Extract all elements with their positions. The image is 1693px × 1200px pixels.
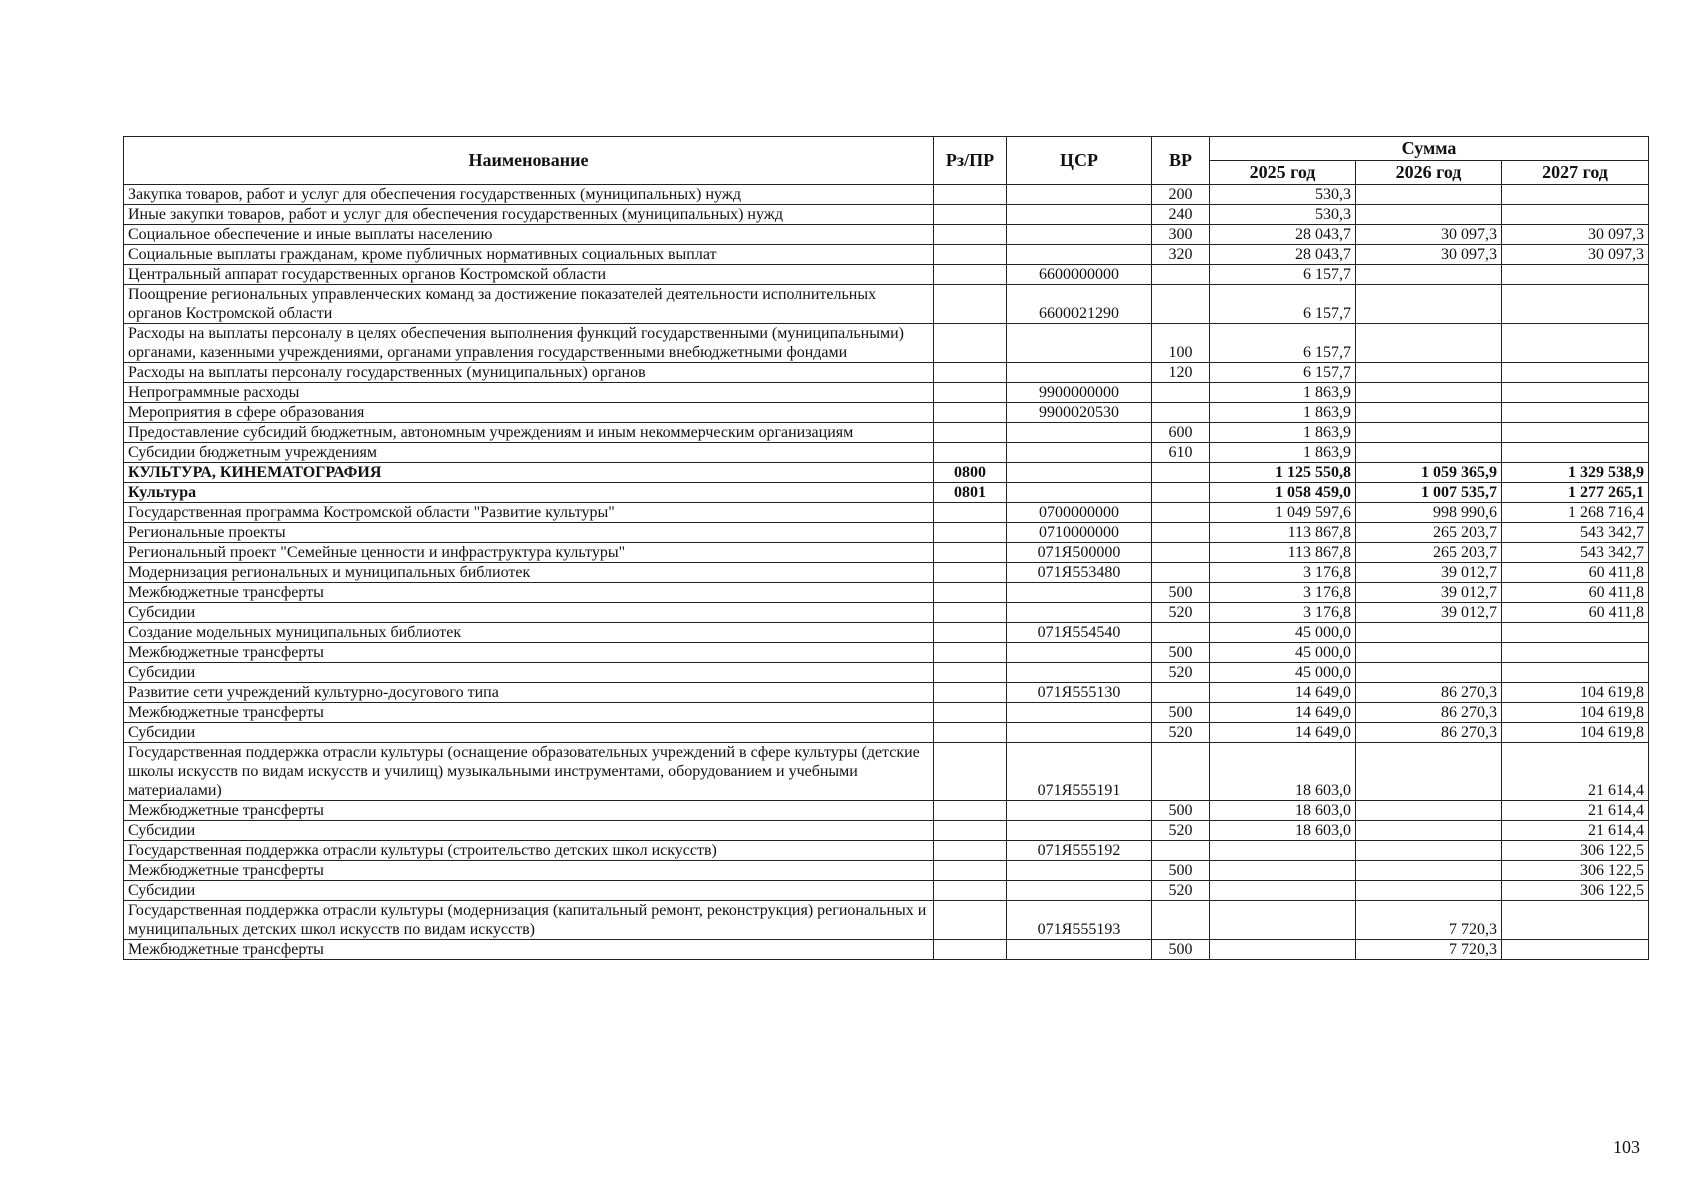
cell-name: Создание модельных муниципальных библиотек xyxy=(124,623,934,643)
header-year-2026: 2026 год xyxy=(1356,161,1502,185)
cell-csr xyxy=(1007,245,1152,265)
cell-rzpr xyxy=(934,623,1007,643)
cell-vr: 100 xyxy=(1152,324,1210,363)
cell-name: Государственная поддержка отрасли культуры (модернизация (капитальный ремонт, реконструкция) региональных и муниципальных детских школ искусств по видам искусств) xyxy=(124,901,934,940)
cell-rzpr xyxy=(934,901,1007,940)
cell-2025: 18 603,0 xyxy=(1210,801,1356,821)
table-body xyxy=(124,185,1649,960)
cell-2026 xyxy=(1356,205,1502,225)
cell-2025: 1 049 597,6 xyxy=(1210,503,1356,523)
cell-csr: 6600021290 xyxy=(1007,285,1152,324)
cell-name: Межбюджетные трансферты xyxy=(124,801,934,821)
cell-2025: 530,3 xyxy=(1210,185,1356,205)
cell-csr: 071Я554540 xyxy=(1007,623,1152,643)
cell-2026 xyxy=(1356,643,1502,663)
cell-vr: 320 xyxy=(1152,245,1210,265)
cell-name: Государственная поддержка отрасли культуры (строительство детских школ искусств) xyxy=(124,841,934,861)
cell-rzpr xyxy=(934,523,1007,543)
cell-rzpr xyxy=(934,285,1007,324)
cell-csr xyxy=(1007,324,1152,363)
cell-2025: 28 043,7 xyxy=(1210,245,1356,265)
cell-2027: 60 411,8 xyxy=(1502,603,1649,623)
cell-csr: 6600000000 xyxy=(1007,265,1152,285)
cell-csr xyxy=(1007,801,1152,821)
cell-2026 xyxy=(1356,324,1502,363)
cell-2026: 39 012,7 xyxy=(1356,563,1502,583)
cell-2026: 86 270,3 xyxy=(1356,683,1502,703)
cell-2025 xyxy=(1210,861,1356,881)
table-row xyxy=(124,185,1649,205)
cell-2025: 1 863,9 xyxy=(1210,443,1356,463)
table-row xyxy=(124,503,1649,523)
cell-2027 xyxy=(1502,623,1649,643)
cell-rzpr xyxy=(934,801,1007,821)
cell-csr xyxy=(1007,463,1152,483)
cell-name: Субсидии xyxy=(124,821,934,841)
cell-rzpr xyxy=(934,443,1007,463)
cell-vr: 500 xyxy=(1152,583,1210,603)
table-row xyxy=(124,324,1649,363)
cell-vr: 520 xyxy=(1152,821,1210,841)
table-row xyxy=(124,423,1649,443)
cell-vr: 600 xyxy=(1152,423,1210,443)
cell-2027: 104 619,8 xyxy=(1502,723,1649,743)
cell-name: Региональный проект "Семейные ценности и инфраструктура культуры" xyxy=(124,543,934,563)
cell-2026: 7 720,3 xyxy=(1356,940,1502,960)
cell-csr xyxy=(1007,703,1152,723)
cell-name: Развитие сети учреждений культурно-досугового типа xyxy=(124,683,934,703)
cell-2026 xyxy=(1356,623,1502,643)
cell-2025: 3 176,8 xyxy=(1210,603,1356,623)
cell-2027 xyxy=(1502,265,1649,285)
cell-csr xyxy=(1007,861,1152,881)
cell-csr xyxy=(1007,225,1152,245)
cell-2027 xyxy=(1502,403,1649,423)
cell-csr xyxy=(1007,643,1152,663)
cell-name: Непрограммные расходы xyxy=(124,383,934,403)
cell-2027: 1 268 716,4 xyxy=(1502,503,1649,523)
cell-vr: 500 xyxy=(1152,643,1210,663)
cell-vr: 500 xyxy=(1152,703,1210,723)
cell-vr: 240 xyxy=(1152,205,1210,225)
cell-name: Субсидии xyxy=(124,603,934,623)
cell-2026 xyxy=(1356,443,1502,463)
cell-2025 xyxy=(1210,881,1356,901)
cell-2026: 7 720,3 xyxy=(1356,901,1502,940)
cell-rzpr xyxy=(934,423,1007,443)
cell-vr: 520 xyxy=(1152,723,1210,743)
header-year-2025: 2025 год xyxy=(1210,161,1356,185)
cell-name: Межбюджетные трансферты xyxy=(124,703,934,723)
cell-2027 xyxy=(1502,663,1649,683)
cell-vr: 520 xyxy=(1152,881,1210,901)
table-row xyxy=(124,723,1649,743)
cell-2027: 60 411,8 xyxy=(1502,563,1649,583)
cell-csr xyxy=(1007,363,1152,383)
table-row xyxy=(124,363,1649,383)
cell-2025 xyxy=(1210,841,1356,861)
cell-2026 xyxy=(1356,285,1502,324)
cell-csr xyxy=(1007,603,1152,623)
header-rzpr: Рз/ПР xyxy=(934,137,1007,185)
table-row xyxy=(124,523,1649,543)
cell-vr xyxy=(1152,503,1210,523)
cell-name: Межбюджетные трансферты xyxy=(124,583,934,603)
cell-csr xyxy=(1007,881,1152,901)
cell-vr: 120 xyxy=(1152,363,1210,383)
cell-2027: 30 097,3 xyxy=(1502,225,1649,245)
cell-2027: 306 122,5 xyxy=(1502,841,1649,861)
cell-2027 xyxy=(1502,423,1649,443)
cell-2026: 86 270,3 xyxy=(1356,723,1502,743)
cell-rzpr xyxy=(934,663,1007,683)
cell-vr: 200 xyxy=(1152,185,1210,205)
table-row xyxy=(124,881,1649,901)
cell-2026 xyxy=(1356,841,1502,861)
cell-2026: 39 012,7 xyxy=(1356,603,1502,623)
cell-name: Государственная поддержка отрасли культуры (оснащение образовательных учреждений в сфере культуры (детские школы искусств по видам искусств и училищ) музыкальными инструментами, оборудованием и учебными материалами) xyxy=(124,743,934,801)
table-row xyxy=(124,861,1649,881)
cell-2025: 1 863,9 xyxy=(1210,383,1356,403)
cell-rzpr xyxy=(934,723,1007,743)
cell-csr xyxy=(1007,663,1152,683)
cell-2026: 1 007 535,7 xyxy=(1356,483,1502,503)
cell-rzpr xyxy=(934,881,1007,901)
cell-vr: 520 xyxy=(1152,603,1210,623)
cell-2027: 21 614,4 xyxy=(1502,801,1649,821)
cell-name: Расходы на выплаты персоналу в целях обеспечения выполнения функций государственными (муниципальными) органами, казенными учреждениями, органами управления государственными внебюджетными фондами xyxy=(124,324,934,363)
cell-csr: 071Я555191 xyxy=(1007,743,1152,801)
cell-2025 xyxy=(1210,901,1356,940)
cell-csr: 9900000000 xyxy=(1007,383,1152,403)
table-row xyxy=(124,225,1649,245)
cell-vr xyxy=(1152,623,1210,643)
cell-name: Субсидии бюджетным учреждениям xyxy=(124,443,934,463)
cell-rzpr xyxy=(934,363,1007,383)
cell-rzpr xyxy=(934,841,1007,861)
header-year-2027: 2027 год xyxy=(1502,161,1649,185)
cell-name: Межбюджетные трансферты xyxy=(124,643,934,663)
table-row xyxy=(124,265,1649,285)
cell-vr xyxy=(1152,285,1210,324)
cell-name: КУЛЬТУРА, КИНЕМАТОГРАФИЯ xyxy=(124,463,934,483)
cell-vr: 300 xyxy=(1152,225,1210,245)
header-vr: ВР xyxy=(1152,137,1210,185)
cell-2025: 18 603,0 xyxy=(1210,743,1356,801)
cell-2025: 6 157,7 xyxy=(1210,285,1356,324)
table-row xyxy=(124,663,1649,683)
cell-rzpr xyxy=(934,543,1007,563)
cell-2025: 1 125 550,8 xyxy=(1210,463,1356,483)
cell-vr: 520 xyxy=(1152,663,1210,683)
cell-name: Субсидии xyxy=(124,881,934,901)
cell-2027: 104 619,8 xyxy=(1502,683,1649,703)
cell-2027 xyxy=(1502,185,1649,205)
cell-vr xyxy=(1152,563,1210,583)
table-row xyxy=(124,940,1649,960)
cell-vr: 500 xyxy=(1152,861,1210,881)
cell-vr xyxy=(1152,265,1210,285)
cell-csr: 0710000000 xyxy=(1007,523,1152,543)
table-row xyxy=(124,683,1649,703)
cell-rzpr xyxy=(934,245,1007,265)
cell-vr xyxy=(1152,383,1210,403)
header-name: Наименование xyxy=(124,137,934,185)
cell-csr xyxy=(1007,583,1152,603)
cell-2025: 14 649,0 xyxy=(1210,703,1356,723)
cell-vr xyxy=(1152,543,1210,563)
cell-vr xyxy=(1152,743,1210,801)
cell-2025: 14 649,0 xyxy=(1210,723,1356,743)
cell-2025 xyxy=(1210,940,1356,960)
cell-2026 xyxy=(1356,801,1502,821)
table-row xyxy=(124,583,1649,603)
cell-2026: 998 990,6 xyxy=(1356,503,1502,523)
header-sum: Сумма xyxy=(1210,137,1649,161)
table-row xyxy=(124,483,1649,503)
cell-2026 xyxy=(1356,881,1502,901)
cell-name: Региональные проекты xyxy=(124,523,934,543)
cell-vr xyxy=(1152,483,1210,503)
cell-2025: 113 867,8 xyxy=(1210,523,1356,543)
cell-vr xyxy=(1152,901,1210,940)
cell-2026 xyxy=(1356,383,1502,403)
cell-2025: 6 157,7 xyxy=(1210,265,1356,285)
cell-rzpr xyxy=(934,683,1007,703)
cell-rzpr xyxy=(934,225,1007,245)
cell-name: Закупка товаров, работ и услуг для обеспечения государственных (муниципальных) нужд xyxy=(124,185,934,205)
cell-2027 xyxy=(1502,443,1649,463)
table-row xyxy=(124,643,1649,663)
cell-vr: 500 xyxy=(1152,801,1210,821)
cell-2025: 530,3 xyxy=(1210,205,1356,225)
table-row xyxy=(124,743,1649,801)
cell-2027: 30 097,3 xyxy=(1502,245,1649,265)
page-number: 103 xyxy=(1613,1137,1640,1157)
cell-name: Иные закупки товаров, работ и услуг для обеспечения государственных (муниципальных) нужд xyxy=(124,205,934,225)
cell-csr: 9900020530 xyxy=(1007,403,1152,423)
cell-vr xyxy=(1152,523,1210,543)
cell-2026: 86 270,3 xyxy=(1356,703,1502,723)
cell-2027: 543 342,7 xyxy=(1502,543,1649,563)
table-row xyxy=(124,563,1649,583)
cell-name: Межбюджетные трансферты xyxy=(124,940,934,960)
cell-2025: 14 649,0 xyxy=(1210,683,1356,703)
cell-name: Субсидии xyxy=(124,723,934,743)
cell-csr: 071Я555192 xyxy=(1007,841,1152,861)
cell-2026: 39 012,7 xyxy=(1356,583,1502,603)
cell-2027 xyxy=(1502,383,1649,403)
table-row xyxy=(124,901,1649,940)
cell-rzpr xyxy=(934,821,1007,841)
cell-2026: 30 097,3 xyxy=(1356,225,1502,245)
cell-2026 xyxy=(1356,743,1502,801)
cell-2025: 6 157,7 xyxy=(1210,363,1356,383)
cell-2026 xyxy=(1356,403,1502,423)
cell-rzpr xyxy=(934,940,1007,960)
cell-2027: 306 122,5 xyxy=(1502,881,1649,901)
cell-rzpr xyxy=(934,383,1007,403)
cell-2027: 104 619,8 xyxy=(1502,703,1649,723)
cell-rzpr xyxy=(934,205,1007,225)
cell-2027: 306 122,5 xyxy=(1502,861,1649,881)
cell-rzpr xyxy=(934,403,1007,423)
cell-2025: 45 000,0 xyxy=(1210,623,1356,643)
cell-2027: 543 342,7 xyxy=(1502,523,1649,543)
cell-2026: 30 097,3 xyxy=(1356,245,1502,265)
cell-2025: 45 000,0 xyxy=(1210,643,1356,663)
cell-name: Государственная программа Костромской области "Развитие культуры" xyxy=(124,503,934,523)
cell-rzpr xyxy=(934,861,1007,881)
table-row xyxy=(124,603,1649,623)
cell-name: Социальные выплаты гражданам, кроме публичных нормативных социальных выплат xyxy=(124,245,934,265)
cell-name: Межбюджетные трансферты xyxy=(124,861,934,881)
cell-2025: 18 603,0 xyxy=(1210,821,1356,841)
cell-name: Социальное обеспечение и иные выплаты населению xyxy=(124,225,934,245)
table-row xyxy=(124,543,1649,563)
table-row xyxy=(124,245,1649,265)
cell-name: Центральный аппарат государственных органов Костромской области xyxy=(124,265,934,285)
cell-rzpr: 0800 xyxy=(934,463,1007,483)
cell-2027: 21 614,4 xyxy=(1502,821,1649,841)
cell-2025: 28 043,7 xyxy=(1210,225,1356,245)
table-row xyxy=(124,383,1649,403)
cell-2025: 3 176,8 xyxy=(1210,563,1356,583)
cell-2026 xyxy=(1356,265,1502,285)
cell-vr: 500 xyxy=(1152,940,1210,960)
cell-csr: 071Я500000 xyxy=(1007,543,1152,563)
cell-2025: 45 000,0 xyxy=(1210,663,1356,683)
cell-rzpr xyxy=(934,643,1007,663)
cell-2027 xyxy=(1502,285,1649,324)
cell-csr xyxy=(1007,483,1152,503)
cell-vr: 610 xyxy=(1152,443,1210,463)
table-row xyxy=(124,443,1649,463)
cell-name: Мероприятия в сфере образования xyxy=(124,403,934,423)
cell-2026 xyxy=(1356,185,1502,205)
cell-2026 xyxy=(1356,423,1502,443)
cell-rzpr xyxy=(934,743,1007,801)
table-row xyxy=(124,285,1649,324)
cell-2026 xyxy=(1356,363,1502,383)
cell-2027 xyxy=(1502,363,1649,383)
cell-2027: 1 329 538,9 xyxy=(1502,463,1649,483)
cell-rzpr xyxy=(934,703,1007,723)
cell-vr xyxy=(1152,463,1210,483)
cell-2026 xyxy=(1356,821,1502,841)
cell-csr xyxy=(1007,423,1152,443)
cell-2025: 1 863,9 xyxy=(1210,403,1356,423)
cell-csr xyxy=(1007,205,1152,225)
cell-2026 xyxy=(1356,861,1502,881)
cell-csr xyxy=(1007,185,1152,205)
cell-2025: 113 867,8 xyxy=(1210,543,1356,563)
budget-table xyxy=(123,136,1649,960)
header-csr: ЦСР xyxy=(1007,137,1152,185)
cell-csr: 071Я555193 xyxy=(1007,901,1152,940)
cell-2026: 1 059 365,9 xyxy=(1356,463,1502,483)
cell-2026 xyxy=(1356,663,1502,683)
cell-rzpr: 0801 xyxy=(934,483,1007,503)
cell-2027 xyxy=(1502,205,1649,225)
table-row xyxy=(124,801,1649,821)
cell-name: Расходы на выплаты персоналу государственных (муниципальных) органов xyxy=(124,363,934,383)
cell-name: Поощрение региональных управленческих команд за достижение показателей деятельности исполнительных органов Костромской области xyxy=(124,285,934,324)
cell-2025: 1 863,9 xyxy=(1210,423,1356,443)
cell-2027: 1 277 265,1 xyxy=(1502,483,1649,503)
table-row xyxy=(124,403,1649,423)
cell-csr xyxy=(1007,821,1152,841)
cell-2027 xyxy=(1502,324,1649,363)
cell-rzpr xyxy=(934,265,1007,285)
cell-2027 xyxy=(1502,643,1649,663)
cell-vr xyxy=(1152,683,1210,703)
cell-2027 xyxy=(1502,901,1649,940)
cell-vr xyxy=(1152,841,1210,861)
cell-2027: 60 411,8 xyxy=(1502,583,1649,603)
cell-name: Субсидии xyxy=(124,663,934,683)
cell-2027: 21 614,4 xyxy=(1502,743,1649,801)
cell-2026: 265 203,7 xyxy=(1356,523,1502,543)
cell-rzpr xyxy=(934,603,1007,623)
cell-rzpr xyxy=(934,583,1007,603)
cell-vr xyxy=(1152,403,1210,423)
cell-csr xyxy=(1007,723,1152,743)
cell-csr: 071Я555130 xyxy=(1007,683,1152,703)
cell-rzpr xyxy=(934,503,1007,523)
cell-2025: 1 058 459,0 xyxy=(1210,483,1356,503)
table-row xyxy=(124,463,1649,483)
table-row xyxy=(124,623,1649,643)
cell-csr: 071Я553480 xyxy=(1007,563,1152,583)
table-row xyxy=(124,205,1649,225)
table-row xyxy=(124,821,1649,841)
table-header xyxy=(124,137,1649,185)
cell-name: Модернизация региональных и муниципальных библиотек xyxy=(124,563,934,583)
cell-name: Культура xyxy=(124,483,934,503)
table-row xyxy=(124,841,1649,861)
cell-rzpr xyxy=(934,563,1007,583)
cell-name: Предоставление субсидий бюджетным, автономным учреждениям и иным некоммерческим организациям xyxy=(124,423,934,443)
table-row xyxy=(124,703,1649,723)
cell-2026: 265 203,7 xyxy=(1356,543,1502,563)
cell-2025: 3 176,8 xyxy=(1210,583,1356,603)
cell-rzpr xyxy=(934,324,1007,363)
cell-2025: 6 157,7 xyxy=(1210,324,1356,363)
cell-2027 xyxy=(1502,940,1649,960)
cell-csr xyxy=(1007,940,1152,960)
cell-csr xyxy=(1007,443,1152,463)
cell-csr: 0700000000 xyxy=(1007,503,1152,523)
cell-rzpr xyxy=(934,185,1007,205)
